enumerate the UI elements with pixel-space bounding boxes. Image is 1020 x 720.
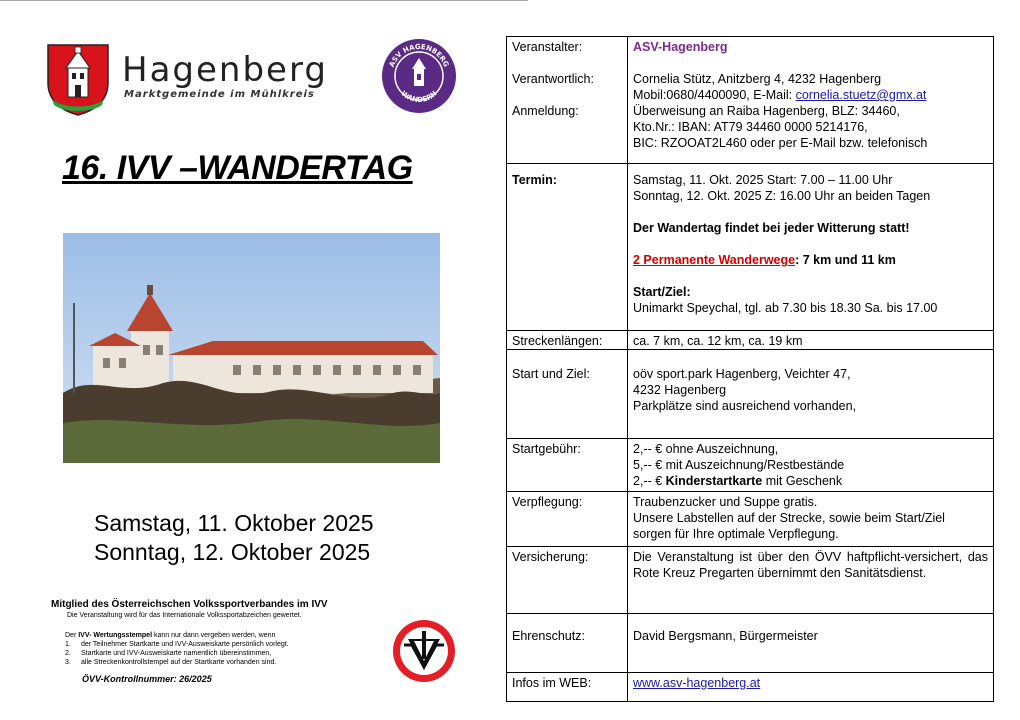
start-ziel-line2: 4232 Hagenberg	[633, 383, 727, 397]
membership-title: Mitglied des Österreichschen Volkssportverbandes im IVV	[51, 599, 328, 610]
start-ziel-values	[628, 350, 994, 439]
termin-label: Termin:	[507, 164, 628, 331]
organizer-values	[628, 37, 994, 164]
strecken-label: Streckenlängen:	[507, 331, 628, 350]
asv-ring-top-text: ASV HAGENBERG	[387, 42, 451, 69]
ehrenschutz-label: Ehrenschutz:	[507, 614, 628, 673]
web-label: Infos im WEB:	[507, 673, 628, 702]
website-link[interactable]: www.asv-hagenberg.at	[633, 676, 761, 690]
verpflegung-label: Verpflegung:	[507, 492, 628, 547]
event-date-saturday: Samstag, 11. Oktober 2025	[94, 510, 374, 536]
routes-line: 2 Permanente Wanderwege: 7 km und 11 km	[633, 253, 896, 267]
anmeldung-line2: Kto.Nr.: IBAN: AT79 34460 0000 5214176,	[633, 120, 868, 134]
termin-values	[628, 164, 994, 331]
gebuehr-line3: 2,-- € Kinderstartkarte mit Geschenk	[633, 474, 843, 488]
gebuehr-line2: 5,-- € mit Auszeichnung/Restbestände	[633, 458, 845, 472]
start-ziel-label: Start und Ziel:	[507, 350, 628, 439]
condition-item: 1. der Teilnehmer Startkarte und IVV-Ausweiskarte persönlich vorlegt.	[65, 641, 289, 648]
termin-line1: Samstag, 11. Okt. 2025 Start: 7.00 – 11.00 Uhr	[633, 173, 893, 187]
email-link[interactable]: cornelia.stuetz@gmx.at	[795, 88, 927, 102]
startziel-text: Unimarkt Speychal, tgl. ab 7.30 bis 18.30 Sa. bis 17.00	[633, 301, 938, 315]
gebuehr-values	[628, 439, 994, 492]
verpflegung-values	[628, 492, 994, 547]
versicherung-value: Die Veranstaltung ist über den ÖVV haftpflicht-versichert, das Rote Kreuz Pregarten übernimmt den Sanitätsdienst.	[628, 547, 994, 614]
anmeldung-label: Anmeldung:	[512, 104, 579, 118]
table-row	[507, 37, 994, 164]
stamp-condition-intro: Der IVV- Wertungsstempel kann nur dann vergeben werden, wenn	[65, 632, 276, 639]
strecken-value: ca. 7 km, ca. 12 km, ca. 19 km	[628, 331, 994, 350]
event-title: 16. IVV –WANDERTAG	[62, 149, 413, 187]
left-panel	[0, 0, 500, 720]
startziel-heading: Start/Ziel:	[633, 285, 691, 299]
table-row	[507, 439, 994, 492]
veranstalter-label: Veranstalter:	[512, 40, 583, 54]
table-row	[507, 350, 994, 439]
start-ziel-line1: oöv sport.park Hagenberg, Veichter 47,	[633, 367, 851, 381]
veranstalter-value: ASV-Hagenberg	[633, 40, 728, 54]
verpflegung-line3: sorgen für Ihre optimale Verpflegung.	[633, 527, 839, 541]
table-row	[507, 614, 994, 673]
ivv-logo-icon	[392, 619, 456, 683]
verantwortlich-label: Verantwortlich:	[512, 72, 594, 86]
gebuehr-label: Startgebühr:	[507, 439, 628, 492]
condition-item: 2. Startkarte und IVV-Ausweiskarte namentlich übereinstimmen,	[65, 650, 272, 657]
ehrenschutz-value: David Bergsmann, Bürgermeister	[628, 614, 994, 673]
brand-name: Hagenberg	[122, 50, 328, 90]
table-row	[507, 547, 994, 614]
table-row	[507, 164, 994, 331]
gebuehr-line1: 2,-- € ohne Auszeichnung,	[633, 442, 779, 456]
verpflegung-line1: Traubenzucker und Suppe gratis.	[633, 495, 818, 509]
brand-subtitle: Marktgemeinde im Mühlkreis	[124, 89, 315, 100]
start-ziel-line3: Parkplätze sind ausreichend vorhanden,	[633, 399, 857, 413]
castle-photo	[63, 233, 440, 463]
asv-ring-bottom-text: WANDERN	[399, 89, 439, 105]
organizer-labels	[507, 37, 628, 164]
web-value-cell	[628, 673, 994, 702]
anmeldung-line1: Überweisung an Raiba Hagenberg, BLZ: 34460,	[633, 104, 900, 118]
condition-item: 3. alle Streckenkontrollstempel auf der Startkarte vorhanden sind.	[65, 659, 277, 666]
event-info-table	[506, 36, 994, 702]
table-row	[507, 331, 994, 350]
verantwortlich-line1: Cornelia Stütz, Anitzberg 4, 4232 Hagenberg	[633, 72, 882, 86]
hagenberg-crest-icon	[46, 43, 110, 117]
membership-subtitle: Die Veranstaltung wird für das Internationale Volkssportabzeichen gewertet.	[67, 612, 302, 619]
weather-note: Der Wandertag findet bei jeder Witterung statt!	[633, 221, 910, 235]
verpflegung-line2: Unsere Labstellen auf der Strecke, sowie beim Start/Ziel	[633, 511, 945, 525]
routes-link[interactable]: 2 Permanente Wanderwege	[633, 253, 796, 267]
table-row	[507, 492, 994, 547]
anmeldung-line3: BIC: RZOOAT2L460 oder per E-Mail bzw. telefonisch	[633, 136, 928, 150]
control-number: ÖVV-Kontrollnummer: 26/2025	[82, 674, 212, 684]
asv-hagenberg-logo	[381, 38, 457, 114]
termin-line2: Sonntag, 12. Okt. 2025 Z: 16.00 Uhr an beiden Tagen	[633, 189, 931, 203]
event-date-sunday: Sonntag, 12. Oktober 2025	[94, 539, 371, 565]
versicherung-label: Versicherung:	[507, 547, 628, 614]
table-row	[507, 673, 994, 702]
verantwortlich-line2: Mobil:0680/4400090, E-Mail: cornelia.stuetz@gmx.at	[633, 88, 927, 102]
